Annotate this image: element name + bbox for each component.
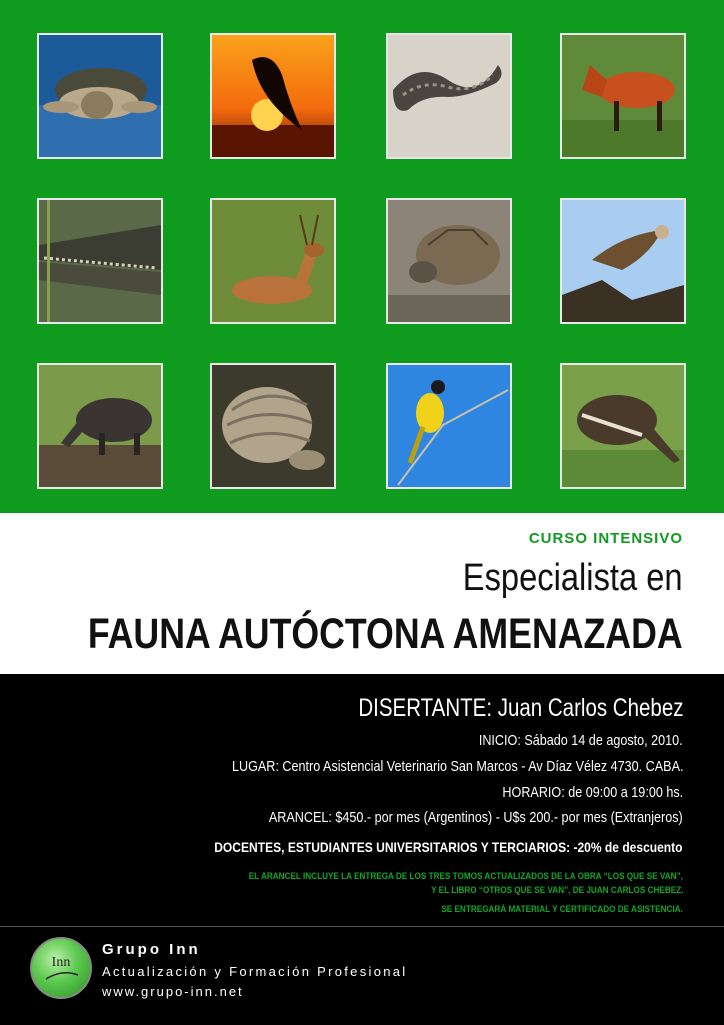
brand-name: Grupo Inn <box>102 941 201 958</box>
anteater-photo <box>560 363 686 489</box>
logo-swoosh-icon <box>44 971 80 981</box>
footer <box>0 926 724 1025</box>
note-line-3: SE ENTREGARÁ MATERIAL Y CERTIFICADO DE ASISTENCIA. <box>441 904 683 915</box>
maned-wolf-photo <box>560 33 686 159</box>
tortoise-photo <box>386 198 512 324</box>
brand-tagline: Actualización y Formación Profesional <box>102 964 408 979</box>
fee-value: $450.- por mes (Argentinos) - U$s 200.- por mes (Extranjeros) <box>335 809 683 826</box>
start-value: Sábado 14 de agosto, 2010. <box>524 732 683 749</box>
sea-turtle-photo <box>37 33 163 159</box>
snake-photo <box>386 33 512 159</box>
fee-label: ARANCEL: <box>269 809 333 826</box>
grupo-inn-logo <box>30 937 92 999</box>
title-band <box>0 513 724 674</box>
website-link[interactable]: www.grupo-inn.net <box>102 984 244 999</box>
note-line-1: EL ARANCEL INCLUYE LA ENTREGA DE LOS TRES TOMOS ACTUALIZADOS DE LA OBRA “LOS QUE SE VAN”, <box>248 871 683 882</box>
start-label: INICIO: <box>479 732 522 749</box>
start-line <box>479 732 683 749</box>
dolphin-sunset-photo <box>210 33 336 159</box>
note-line-2: Y EL LIBRO “OTROS QUE SE VAN”, DE JUAN CARLOS CHEBEZ. <box>430 885 683 896</box>
speaker-name: Juan Carlos Chebez <box>497 694 683 722</box>
yellow-cardinal-photo <box>386 363 512 489</box>
course-kicker: CURSO INTENSIVO <box>528 530 683 547</box>
schedule-line <box>502 784 683 801</box>
schedule-value: de 09:00 a 19:00 hs. <box>568 784 683 801</box>
place-value: Centro Asistencial Veterinario San Marcos - Av Díaz Vélez 4730. CABA. <box>281 758 683 775</box>
tapir-photo <box>37 363 163 489</box>
title-line-2: FAUNA AUTÓCTONA AMENAZADA <box>88 610 683 658</box>
fee-line <box>269 809 683 826</box>
speaker-line <box>358 694 683 723</box>
speaker-label: DISERTANTE: <box>357 694 492 722</box>
place-label: LUGAR: <box>231 758 279 775</box>
discount-line: DOCENTES, ESTUDIANTES UNIVERSITARIOS Y TERCIARIOS: -20% de descuento <box>214 839 683 855</box>
info-panel <box>0 674 724 926</box>
armadillo-photo <box>210 363 336 489</box>
place-line <box>232 758 684 775</box>
schedule-label: HORARIO: <box>502 784 565 801</box>
deer-photo <box>210 198 336 324</box>
logo-text: Inn <box>51 955 71 970</box>
title-line-1: Especialista en <box>463 557 683 599</box>
yacare-photo <box>37 198 163 324</box>
eagle-photo <box>560 198 686 324</box>
